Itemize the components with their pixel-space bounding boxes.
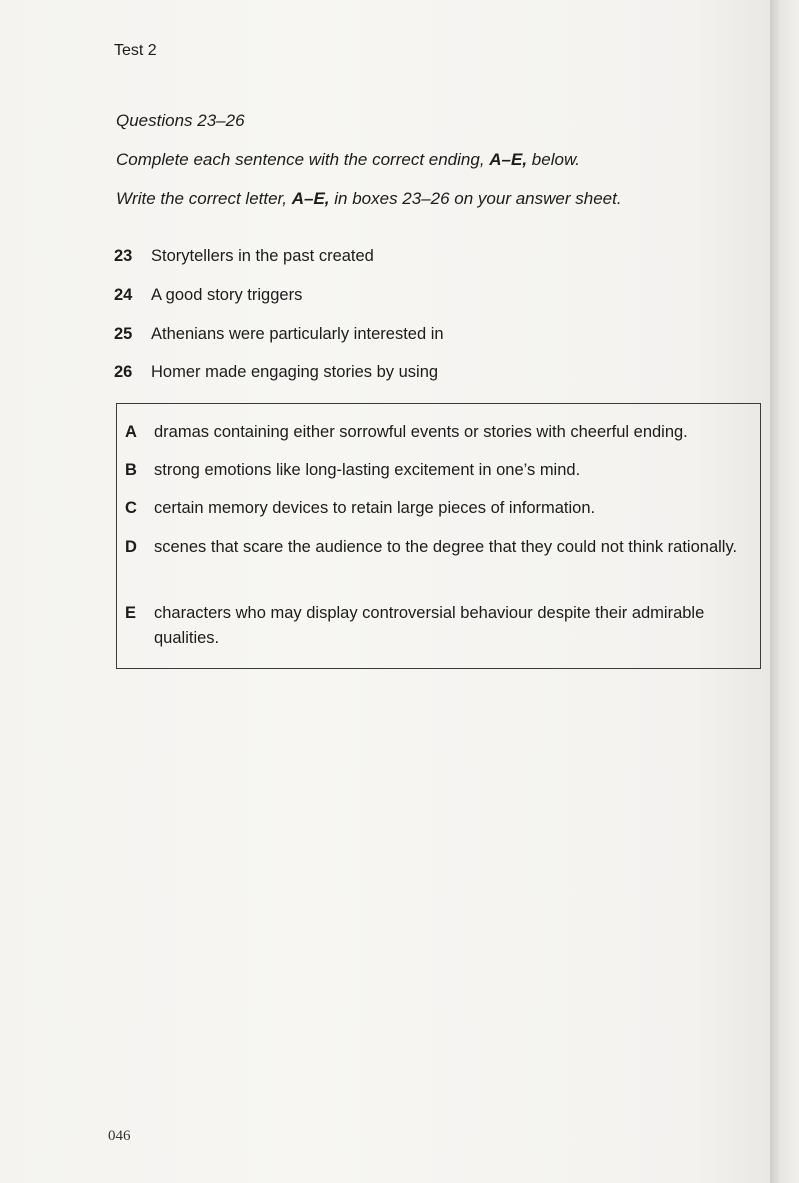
question-number: 23	[114, 247, 133, 265]
question-item	[114, 247, 374, 266]
question-number: 26	[114, 363, 133, 381]
question-item	[114, 363, 438, 382]
endings-box	[116, 403, 761, 669]
page-number: 046	[108, 1128, 131, 1144]
question-number: 25	[114, 325, 133, 343]
instruction-1-suffix: below.	[527, 150, 581, 169]
option-letter: A	[125, 423, 137, 441]
instruction-line-1	[116, 150, 580, 170]
question-text: Athenians were particularly interested in	[151, 325, 444, 343]
question-text: Homer made engaging stories by using	[151, 363, 439, 381]
instruction-2-suffix: in boxes 23–26 on your answer sheet.	[329, 189, 622, 208]
instruction-1-text: Complete each sentence with the correct ending,	[116, 150, 490, 169]
option-text: characters who may display controversial behaviour despite their admirable qualities.	[154, 604, 705, 647]
question-item	[114, 325, 444, 344]
option-letter: E	[125, 604, 137, 622]
option-letter: B	[125, 461, 137, 479]
test-header: Test 2	[114, 42, 157, 59]
question-number: 24	[114, 286, 133, 304]
book-gutter	[770, 0, 799, 1183]
option-letter: D	[125, 538, 137, 556]
instruction-2-range: A–E,	[291, 189, 330, 208]
option-text: strong emotions like long-lasting excitement in one’s mind.	[154, 461, 581, 479]
option-text: certain memory devices to retain large pieces of information.	[154, 499, 596, 517]
question-text: Storytellers in the past created	[151, 247, 374, 265]
instruction-1-range: A–E,	[489, 150, 528, 169]
question-text: A good story triggers	[151, 286, 303, 304]
instruction-2-text: Write the correct letter,	[116, 189, 292, 208]
instruction-line-2	[116, 189, 622, 209]
question-item	[114, 286, 302, 305]
option-letter: C	[125, 499, 137, 517]
option-text: scenes that scare the audience to the degree that they could not think rationally.	[154, 538, 738, 556]
questions-title: Questions 23–26	[116, 111, 245, 130]
option-text: dramas containing either sorrowful events or stories with cheerful ending.	[154, 423, 688, 441]
